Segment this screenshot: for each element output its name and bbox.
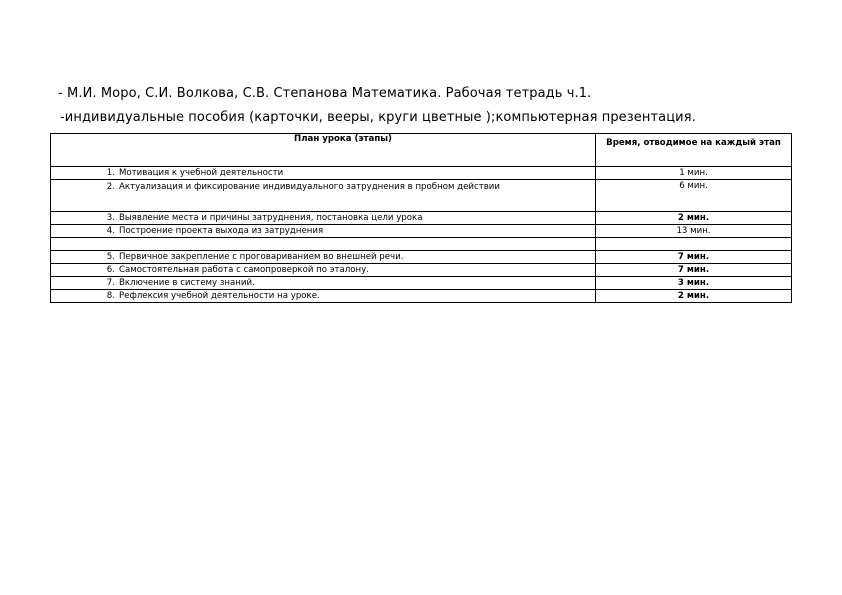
materials-line-aids: -индивидуальные пособия (карточки, вееры, круги цветные );компьютерная презентация. [60,110,696,125]
stage-time: 2 мин. [596,290,792,303]
stage-text: Выявление места и причины затруднения, постановка цели урока [119,213,423,223]
table-row [51,167,792,180]
stage-time: 13 мин. [596,225,792,238]
stage-time: 7 мин. [596,251,792,264]
column-header-stages: План урока (этапы) [51,134,596,167]
stage-text: Самостоятельная работа с самопроверкой по эталону. [119,265,369,275]
stage-number: 3. [106,213,115,223]
stage-number: 2. [106,182,115,192]
materials-line-textbook: - М.И. Моро, С.И. Волкова, С.В. Степанова Математика. Рабочая тетрадь ч.1. [58,86,592,101]
lesson-plan-table [50,133,792,303]
stage-number: 6. [106,265,115,275]
stage-time: 1 мин. [596,167,792,180]
stage-text: Мотивация к учебной деятельности [119,168,284,178]
stage-number: 1. [106,168,115,178]
column-header-time: Время, отводимое на каждый этап [596,134,792,167]
stage-time: 7 мин. [596,264,792,277]
table-row [51,290,792,303]
table-row [51,212,792,225]
stage-text: Рефлексия учебной деятельности на уроке. [119,291,320,301]
stage-number: 7. [106,278,115,288]
stage-text: Включение в систему знаний. [119,278,255,288]
table-row-empty [51,238,792,251]
stage-number: 5. [106,252,115,262]
stage-number: 4. [106,226,115,236]
table-row [51,251,792,264]
table-row [51,277,792,290]
table-row [51,225,792,238]
stage-text: Построение проекта выхода из затруднения [119,226,324,236]
stage-time: 6 мин. [596,180,792,212]
stage-number: 8. [106,291,115,301]
stage-time: 3 мин. [596,277,792,290]
table-header-row [51,134,792,167]
table-row [51,264,792,277]
stage-text: Актуализация и фиксирование индивидуального затруднения в пробном действии [119,182,500,192]
stage-text: Первичное закрепление с проговариванием во внешней речи. [119,252,404,262]
stage-time [596,238,792,251]
table-row [51,180,792,212]
stage-time: 2 мин. [596,212,792,225]
